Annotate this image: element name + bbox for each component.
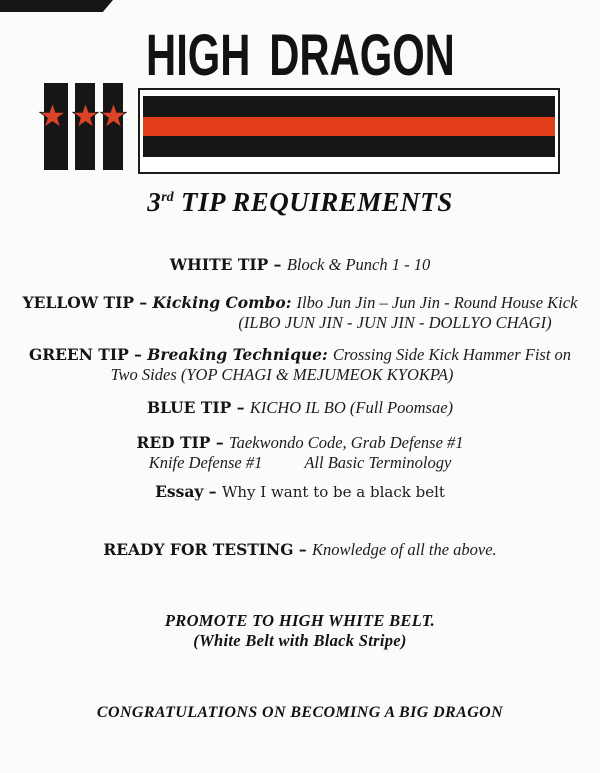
tip-value-line2: Two Sides (YOP CHAGI & MEJUMEOK KYOKPA): [110, 365, 454, 384]
tip-label: READY FOR TESTING: [103, 540, 294, 559]
promotion-line-1: PROMOTE TO HIGH WHITE BELT.: [164, 611, 436, 630]
page-title: HIGH DRAGON: [145, 23, 455, 88]
belt-stripe-red: [143, 117, 555, 136]
tip-value-line2: (ILBO JUN JIN - JUN JIN - DOLLYO CHAGI): [238, 313, 552, 332]
header: [0, 23, 600, 88]
dash-separator: –: [293, 540, 312, 559]
star-icon: [100, 102, 127, 129]
tip-value-line2b: All Basic Terminology: [304, 453, 452, 472]
belt-stripe-black-bottom: [143, 136, 555, 157]
tip-value-line2a: Knife Defense #1: [148, 453, 263, 472]
tip-label: RED TIP: [136, 433, 211, 452]
dash-separator: –: [268, 255, 287, 274]
tip-label: WHITE TIP: [169, 255, 269, 274]
tip-value: Crossing Side Kick Hammer Fist on: [332, 345, 572, 364]
tip-value: Knowledge of all the above.: [312, 540, 497, 559]
tip-label: GREEN TIP: [28, 345, 129, 364]
requirement-green-tip: [0, 345, 600, 385]
tip-value: Why I want to be a black belt: [221, 483, 445, 501]
star-icon: [72, 102, 99, 129]
dash-separator: –: [210, 433, 230, 452]
heading-ordinal: rd: [161, 189, 174, 205]
requirement-essay: [0, 482, 600, 502]
tip-value: Block & Punch 1 - 10: [286, 255, 431, 274]
tip-subtitle: Breaking Technique:: [147, 345, 328, 364]
tip-value: KICHO IL BO (Full Poomsae): [249, 398, 454, 417]
star-icon: [39, 102, 66, 129]
requirement-red-tip: [0, 433, 600, 473]
dragon-belt-logo: [44, 83, 558, 170]
tip-value: Ilbo Jun Jin – Jun Jin - Round House Kick: [296, 293, 578, 312]
promotion-block: [0, 611, 600, 651]
heading-rest: TIP REQUIREMENTS: [173, 187, 453, 217]
tip-label: YELLOW TIP: [22, 293, 134, 312]
tip-label: Essay: [155, 482, 204, 501]
promotion-line-2: (White Belt with Black Stripe): [193, 631, 407, 650]
dash-separator: –: [133, 293, 153, 312]
requirement-white-tip: [0, 255, 600, 275]
requirement-ready-for-testing: [0, 540, 600, 560]
dash-separator: –: [231, 398, 250, 417]
tip-value-line2: [0, 453, 600, 473]
requirement-blue-tip: [0, 398, 600, 418]
belt-stripe-black-top: [143, 96, 555, 117]
star-bars: [44, 83, 123, 170]
tip-label: BLUE TIP: [146, 398, 232, 417]
congratulations-text: CONGRATULATIONS ON BECOMING A BIG DRAGON: [96, 704, 504, 721]
section-heading: [0, 186, 600, 218]
tip-value: Taekwondo Code, Grab Defense #1: [229, 433, 464, 452]
dash-separator: –: [203, 482, 222, 501]
belt-stripe-box: [138, 88, 560, 174]
tip-subtitle: Kicking Combo:: [152, 293, 292, 312]
scan-corner-mark: [0, 0, 113, 12]
dash-separator: –: [128, 345, 148, 364]
heading-number: 3: [147, 187, 162, 217]
requirement-yellow-tip: [0, 293, 600, 333]
